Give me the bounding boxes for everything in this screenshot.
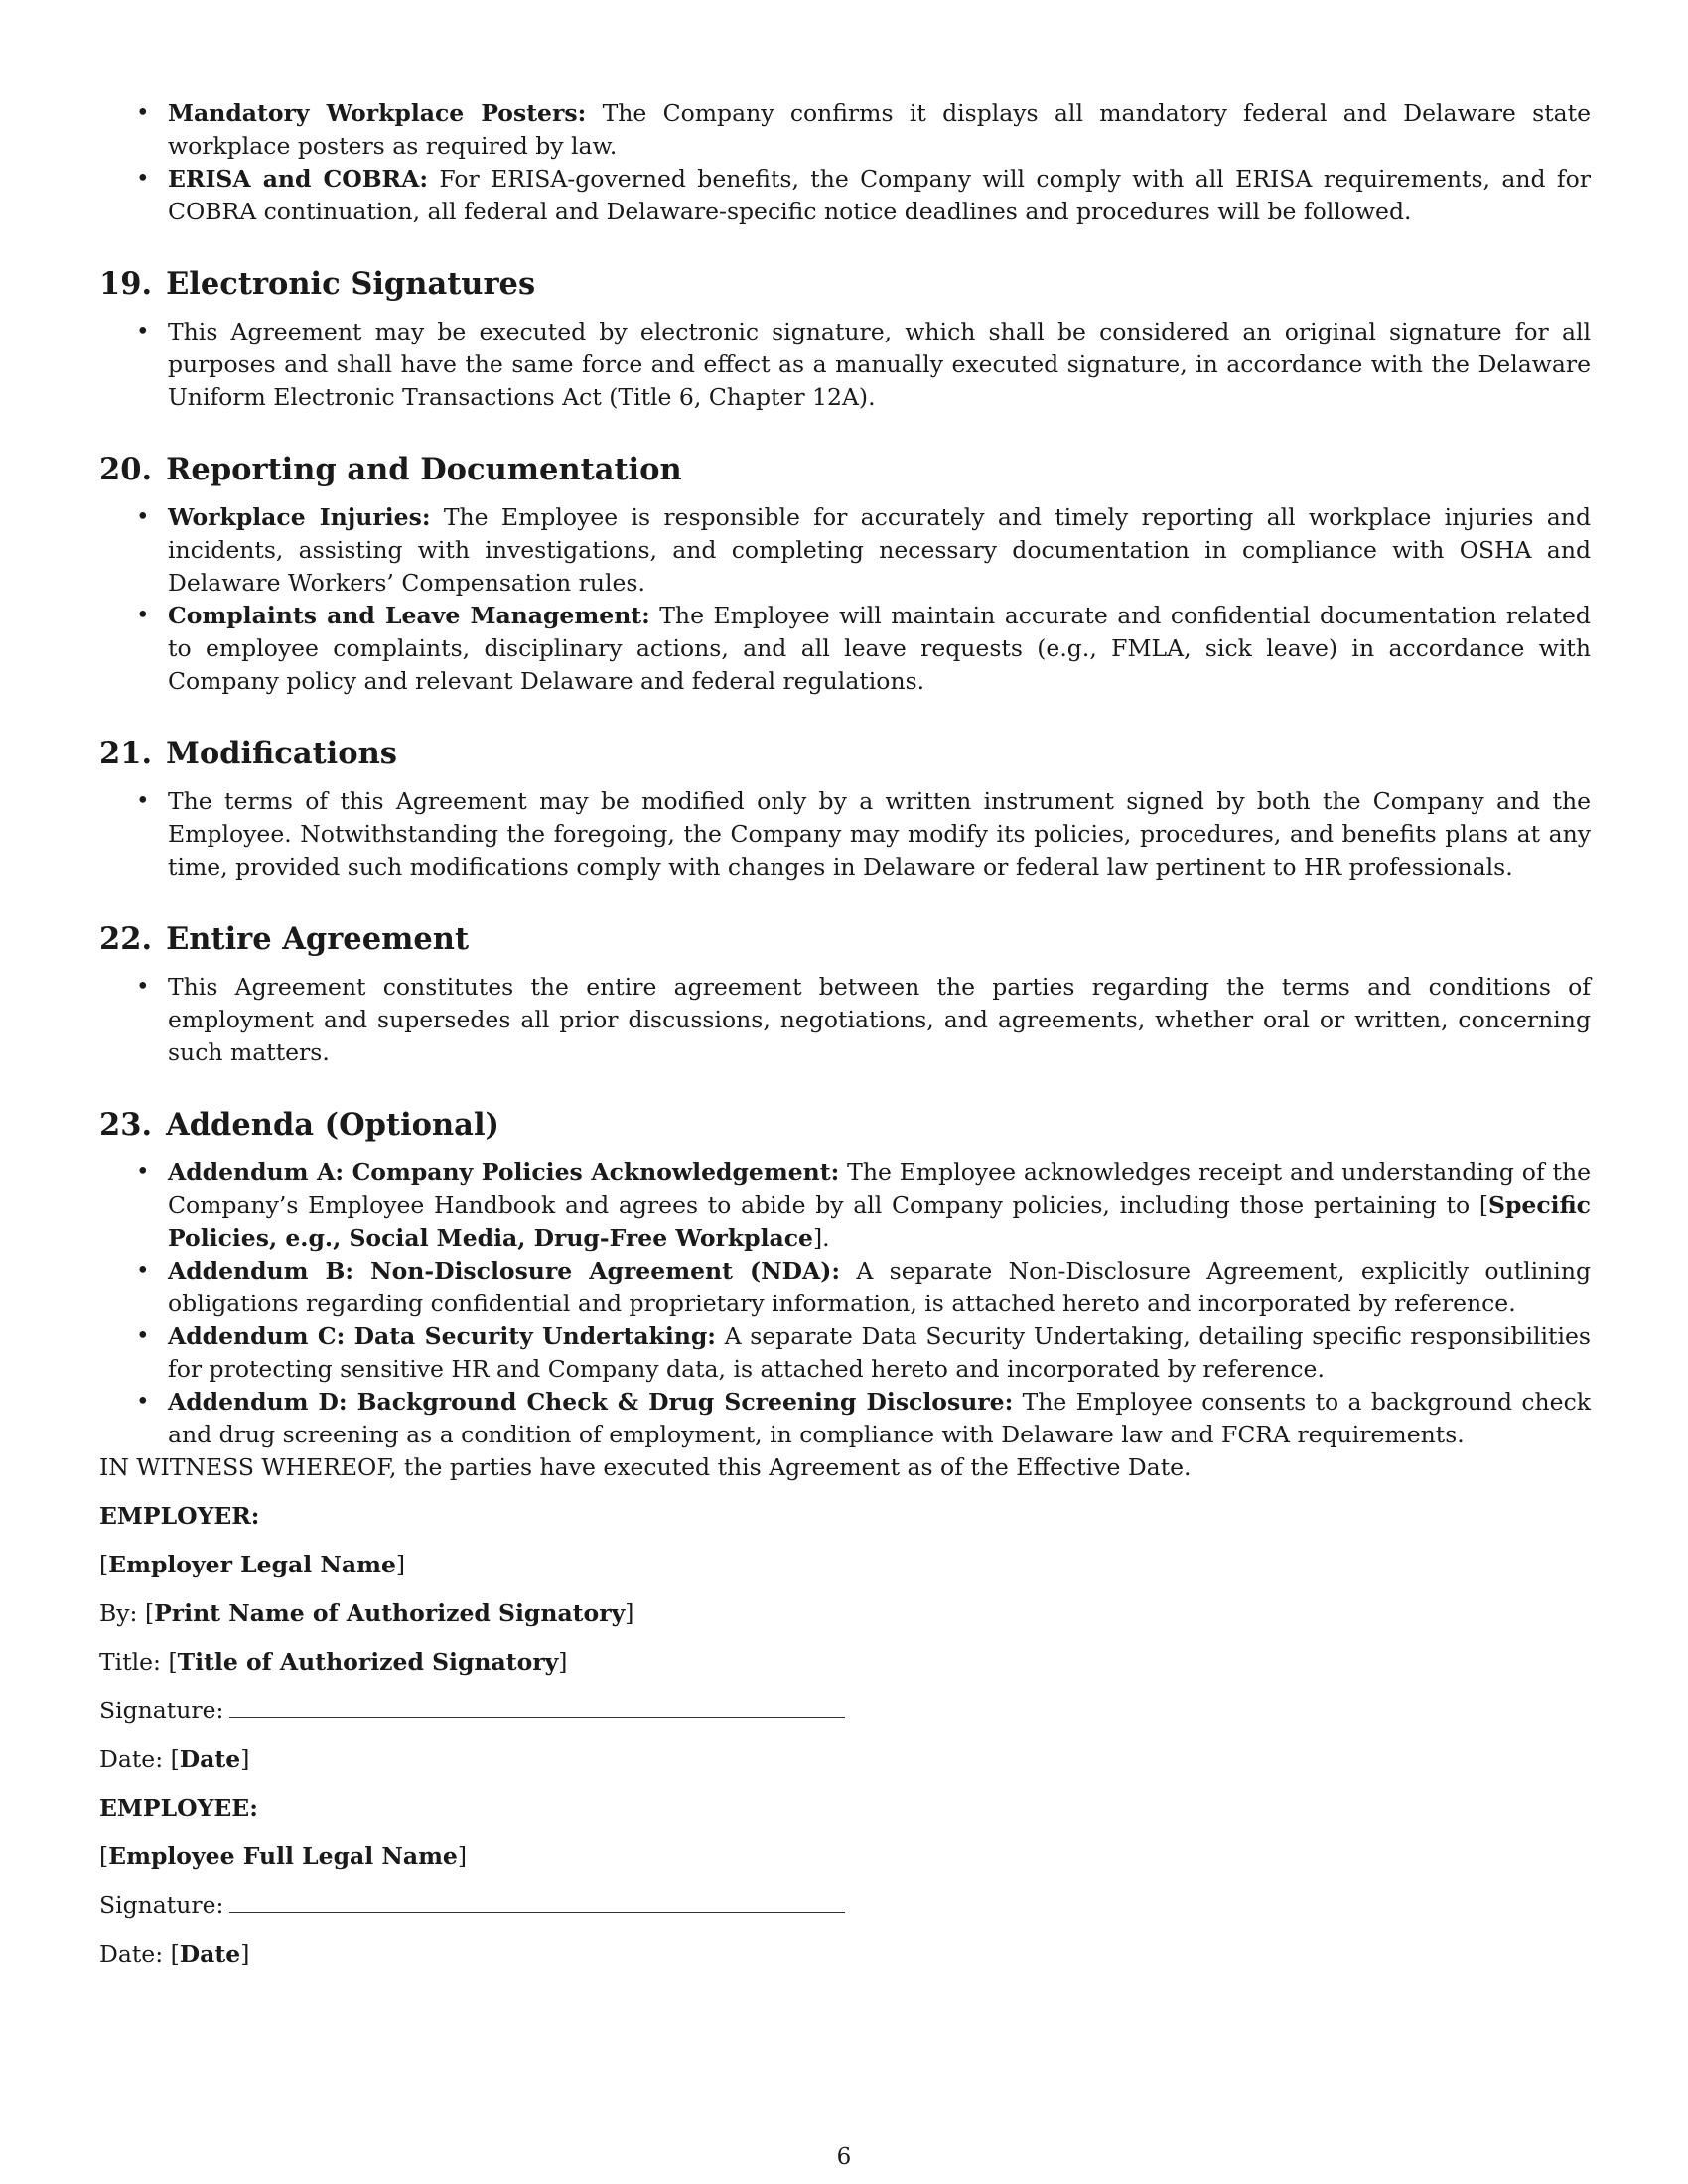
section-title: Electronic Signatures <box>166 266 536 302</box>
employee-signature-line <box>99 1889 1591 1922</box>
by-label: By: <box>99 1599 138 1627</box>
document-page <box>99 97 1591 1971</box>
section-heading <box>99 1105 1591 1145</box>
section-list <box>99 785 1591 884</box>
signature-label: Signature: <box>99 1697 224 1724</box>
section-heading <box>99 919 1591 959</box>
list-item <box>99 163 1591 228</box>
list-item <box>99 785 1591 884</box>
list-item <box>99 1386 1591 1451</box>
list-item <box>99 1320 1591 1386</box>
list-item <box>99 1157 1591 1255</box>
item-text: The terms of this Agreement may be modified only by a written instrument signed by both the Company and the Employee. Notwithstanding the foregoing, the Company may modify its policies, procedures, and benefits plans at any time, provided such modifications comply with changes in Delaware or federal law pertinent to HR professionals. <box>168 787 1591 881</box>
date-label: Date: <box>99 1940 164 1968</box>
section-electronic-signatures <box>99 264 1591 414</box>
section-modifications <box>99 734 1591 884</box>
employer-signature-line <box>99 1695 1591 1727</box>
signature-blank[interactable] <box>229 1696 845 1718</box>
signature-label: Signature: <box>99 1891 224 1919</box>
page-number: 6 <box>836 2144 852 2170</box>
item-lead: Addendum C: Data Security Undertaking: <box>168 1322 716 1350</box>
employer-date-line: Date: [Date] <box>99 1745 250 1773</box>
item-lead: ERISA and COBRA: <box>168 165 428 193</box>
employer-signature-block <box>99 1500 1591 1971</box>
item-text: This Agreement constitutes the entire agreement between the parties regarding the terms and conditions of employment and supersedes all prior discussions, negotiations, and agreements, whether oral or written, concerning such matters. <box>168 973 1591 1066</box>
section-number: 20. <box>99 452 153 487</box>
list-item <box>99 316 1591 414</box>
section-list <box>99 1157 1591 1451</box>
employer-heading: EMPLOYER: <box>99 1502 260 1530</box>
list-item <box>99 1255 1591 1320</box>
signatory-title: Title of Authorized Signatory <box>177 1648 559 1676</box>
section-list <box>99 501 1591 698</box>
date-value: Date <box>179 1940 241 1968</box>
item-lead: Complaints and Leave Management: <box>168 602 650 629</box>
item-lead: Mandatory Workplace Posters: <box>168 99 587 127</box>
list-item <box>99 600 1591 698</box>
section-title: Entire Agreement <box>166 921 470 957</box>
list-item <box>99 501 1591 600</box>
section-entire-agreement <box>99 919 1591 1069</box>
signatory-name: Print Name of Authorized Signatory <box>154 1599 626 1627</box>
item-text: A separate Non-Disclosure Agreement, explicitly outlining obligations regarding confidential and proprietary information, is attached hereto and incorporated by reference. <box>168 1257 1591 1317</box>
employer-by-line: By: [Print Name of Authorized Signatory] <box>99 1599 634 1627</box>
section-reporting-documentation <box>99 450 1591 698</box>
employer-legal-name-line: [Employer Legal Name] <box>99 1551 406 1578</box>
item-lead: Addendum D: Background Check & Drug Screening Disclosure: <box>168 1388 1014 1416</box>
section-heading <box>99 264 1591 304</box>
section-number: 19. <box>99 266 153 302</box>
section-heading <box>99 450 1591 489</box>
item-text: The Company confirms it displays all mandatory federal and Delaware state workplace posters as required by law. <box>168 99 1592 160</box>
date-value: Date <box>179 1745 241 1773</box>
witness-statement: IN WITNESS WHEREOF, the parties have executed this Agreement as of the Effective Date. <box>99 1453 1192 1481</box>
employer-legal-name: Employer Legal Name <box>108 1551 396 1578</box>
item-lead: Addendum A: Company Policies Acknowledgement: <box>168 1159 840 1186</box>
list-item <box>99 97 1591 163</box>
item-lead: Addendum B: Non-Disclosure Agreement (NDA): <box>168 1257 841 1285</box>
item-text: The Employee acknowledges receipt and understanding of the Company’s Employee Handbook and agrees to abide by all Company policies, including those pertaining to [ <box>168 1159 1592 1219</box>
item-text: The Employee consents to a background check and drug screening as a condition of employment, in compliance with Delaware law and FCRA requirements. <box>168 1388 1591 1448</box>
item-text: A separate Data Security Undertaking, detailing specific responsibilities for protecting sensitive HR and Company data, is attached hereto and incorporated by reference. <box>168 1322 1591 1383</box>
date-label: Date: <box>99 1745 164 1773</box>
intro-list <box>99 97 1591 228</box>
section-title: Reporting and Documentation <box>166 452 682 487</box>
item-text: For ERISA-governed benefits, the Company will comply with all ERISA requirements, and for COBRA continuation, all federal and Delaware-specific notice deadlines and procedures will be followed. <box>168 165 1591 225</box>
list-item <box>99 971 1591 1069</box>
item-lead: Workplace Injuries: <box>168 503 431 531</box>
section-title: Addenda (Optional) <box>166 1107 499 1143</box>
section-number: 22. <box>99 921 153 957</box>
employee-legal-name-line: [Employee Full Legal Name] <box>99 1843 468 1870</box>
section-list <box>99 316 1591 414</box>
section-heading <box>99 734 1591 773</box>
section-title: Modifications <box>166 736 397 771</box>
item-text: The Employee will maintain accurate and confidential documentation related to employee complaints, disciplinary actions, and all leave requests (e.g., FMLA, sick leave) in accordance with Company policy and relevant Delaware and federal regulations. <box>168 602 1591 695</box>
item-tail: ]. <box>813 1224 830 1252</box>
title-label: Title: <box>99 1648 161 1676</box>
section-addenda <box>99 1105 1591 1451</box>
signature-blank[interactable] <box>229 1890 845 1913</box>
employee-date-line: Date: [Date] <box>99 1940 250 1968</box>
employer-title-line: Title: [Title of Authorized Signatory] <box>99 1648 568 1676</box>
section-number: 23. <box>99 1107 153 1143</box>
item-text: This Agreement may be executed by electronic signature, which shall be considered an original signature for all purposes and shall have the same force and effect as a manually executed signature, in accordance with the Delaware Uniform Electronic Transactions Act (Title 6, Chapter 12A). <box>168 318 1591 411</box>
item-placeholder: Specific Policies, e.g., Social Media, Drug-Free Workplace <box>168 1191 1591 1252</box>
employee-legal-name: Employee Full Legal Name <box>108 1843 458 1870</box>
item-text: The Employee is responsible for accurately and timely reporting all workplace injuries and incidents, assisting with investigations, and completing necessary documentation in compliance with OSHA and Delaware Workers’ Compensation rules. <box>168 503 1591 597</box>
employee-heading: EMPLOYEE: <box>99 1794 258 1822</box>
section-number: 21. <box>99 736 153 771</box>
section-list <box>99 971 1591 1069</box>
